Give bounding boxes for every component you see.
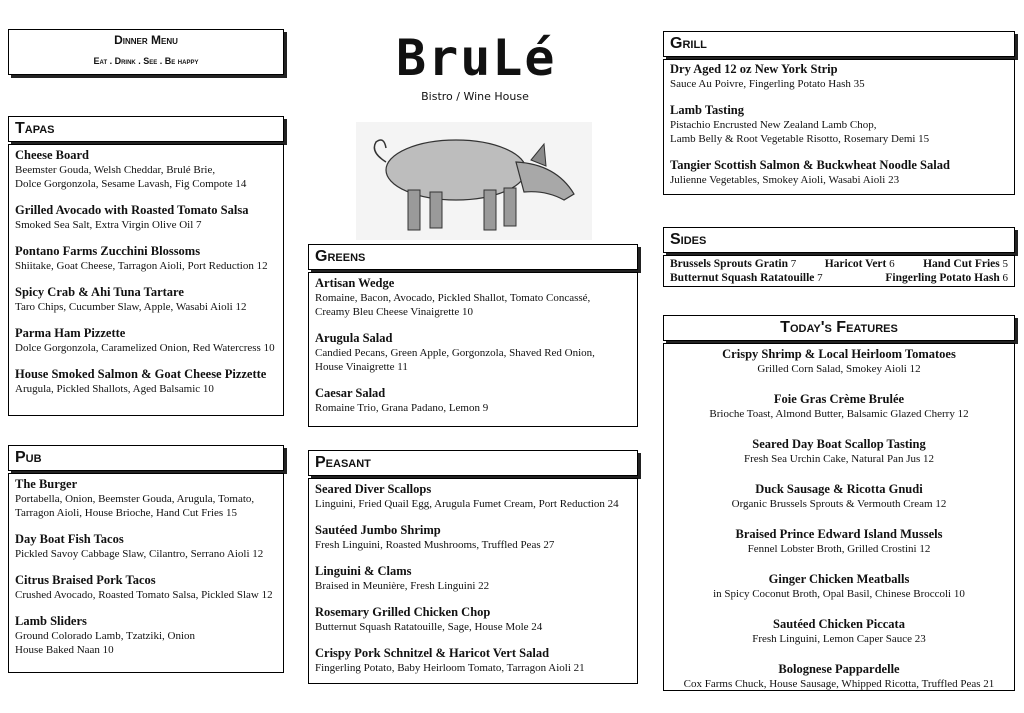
side-name: Hand Cut Fries [923, 258, 1000, 270]
item-name: Dry Aged 12 oz New York Strip [670, 62, 838, 76]
item-desc: Fresh Linguini, Roasted Mushrooms, Truffled Peas 27 [315, 539, 555, 551]
item-name: Bolognese Pappardelle [778, 662, 900, 676]
side-price: 7 [817, 272, 823, 284]
menu-item [315, 523, 631, 552]
menu-item [15, 614, 277, 657]
menu-item [15, 244, 277, 273]
item-desc: Organic Brussels Sprouts & Vermouth Cream 12 [731, 498, 947, 510]
menu-item [15, 326, 277, 355]
item-desc: Romaine, Bacon, Avocado, Pickled Shallot, Tomato Concassé, [315, 292, 591, 304]
item-desc: Pickled Savoy Cabbage Slaw, Cilantro, Serrano Aioli 12 [15, 548, 264, 560]
item-desc: Lamb Belly & Root Vegetable Risotto, Rosemary Demi 15 [670, 133, 930, 145]
item-name: Seared Diver Scallops [315, 482, 432, 496]
item-name: Artisan Wedge [315, 276, 395, 290]
item-name: Pontano Farms Zucchini Blossoms [15, 244, 201, 258]
item-desc: Romaine Trio, Grana Padano, Lemon 9 [315, 402, 489, 414]
item-desc: Creamy Bleu Cheese Vinaigrette 10 [315, 306, 473, 318]
item-desc: Smoked Sea Salt, Extra Virgin Olive Oil 7 [15, 219, 202, 231]
menu-item [15, 367, 277, 396]
menu-item [315, 276, 631, 319]
item-desc: Candied Pecans, Green Apple, Gorgonzola, Shaved Red Onion, [315, 347, 595, 359]
item-name: Ginger Chicken Meatballs [768, 572, 910, 586]
item-desc: House Baked Naan 10 [15, 644, 114, 656]
item-desc: Beemster Gouda, Welsh Cheddar, Brulé Brie, [15, 164, 216, 176]
item-name: Rosemary Grilled Chicken Chop [315, 605, 491, 619]
side-name: Brussels Sprouts Gratin [670, 258, 789, 270]
item-name: House Smoked Salmon & Goat Cheese Pizzette [15, 367, 267, 381]
features-section-title: Today's Features [663, 315, 1015, 341]
item-name: Spicy Crab & Ahi Tuna Tartare [15, 285, 184, 299]
item-name: The Burger [15, 477, 78, 491]
item-name: Crispy Pork Schnitzel & Haricot Vert Salad [315, 646, 550, 660]
grill-section-title: Grill [663, 31, 1015, 57]
item-desc: Brioche Toast, Almond Butter, Balsamic Glazed Cherry 12 [709, 408, 969, 420]
sides-row [670, 257, 1008, 271]
greens-section [308, 272, 638, 427]
greens-section-title: Greens [308, 244, 638, 270]
menu-item [668, 437, 1010, 466]
item-desc: Linguini, Fried Quail Egg, Arugula Fumet Cream, Port Reduction 24 [315, 498, 619, 510]
menu-tagline: Eat . Drink . See . Be happy [93, 56, 199, 66]
item-desc: Shiitake, Goat Cheese, Tarragon Aioli, Port Reduction 12 [15, 260, 268, 272]
menu-title: Dinner Menu [114, 33, 178, 47]
item-name: Cheese Board [15, 148, 89, 162]
peasant-section-title: Peasant [308, 450, 638, 476]
pig-illustration [356, 122, 592, 240]
menu-item [668, 347, 1010, 376]
item-desc: Fresh Sea Urchin Cake, Natural Pan Jus 12 [743, 453, 935, 465]
sides-section [663, 255, 1015, 287]
item-name: Tangier Scottish Salmon & Buckwheat Noodle Salad [670, 158, 950, 172]
menu-item [668, 617, 1010, 646]
side-name: Butternut Squash Ratatouille [670, 272, 815, 284]
side-item [670, 271, 823, 285]
side-name: Haricot Vert [824, 258, 887, 270]
side-item [670, 257, 796, 271]
item-desc: Fennel Lobster Broth, Grilled Crostini 12 [747, 543, 931, 555]
item-desc: Sauce Au Poivre, Fingerling Potato Hash 35 [670, 78, 865, 90]
menu-item [668, 392, 1010, 421]
side-item [885, 271, 1008, 285]
menu-item [15, 532, 277, 561]
item-desc: House Vinaigrette 11 [315, 361, 408, 373]
peasant-section [308, 478, 638, 684]
item-name: Day Boat Fish Tacos [15, 532, 124, 546]
item-name: Sautéed Chicken Piccata [773, 617, 905, 631]
tapas-section-title: Tapas [8, 116, 284, 142]
tapas-section [8, 144, 284, 416]
menu-item [315, 564, 631, 593]
sides-section-title: Sides [663, 227, 1015, 253]
brand-logo: BruLé [396, 29, 557, 87]
item-desc: Dolce Gorgonzola, Sesame Lavash, Fig Compote 14 [15, 178, 247, 190]
item-name: Lamb Tasting [670, 103, 744, 117]
menu-item [15, 285, 277, 314]
item-desc: Crushed Avocado, Roasted Tomato Salsa, Pickled Slaw 12 [15, 589, 273, 601]
sides-row [670, 271, 1008, 285]
menu-item [15, 573, 277, 602]
item-name: Crispy Shrimp & Local Heirloom Tomatoes [722, 347, 956, 361]
item-name: Seared Day Boat Scallop Tasting [752, 437, 926, 451]
brand-subtitle: Bistro / Wine House [421, 90, 529, 103]
menu-item [15, 477, 277, 520]
item-name: Sautéed Jumbo Shrimp [315, 523, 441, 537]
item-desc: Ground Colorado Lamb, Tzatziki, Onion [15, 630, 196, 642]
item-name: Foie Gras Crème Brulée [773, 392, 905, 406]
side-price: 5 [1002, 258, 1008, 270]
menu-item [315, 646, 631, 675]
features-section [663, 343, 1015, 691]
menu-item [670, 158, 1008, 187]
side-name: Fingerling Potato Hash [885, 272, 1000, 284]
item-name: Linguini & Clams [315, 564, 412, 578]
item-name: Braised Prince Edward Island Mussels [735, 527, 943, 541]
menu-item [668, 482, 1010, 511]
side-item [923, 257, 1008, 271]
menu-item [668, 572, 1010, 601]
item-name: Parma Ham Pizzette [15, 326, 126, 340]
item-desc: Arugula, Pickled Shallots, Aged Balsamic 10 [15, 383, 214, 395]
item-desc: Dolce Gorgonzola, Caramelized Onion, Red Watercress 10 [15, 342, 275, 354]
item-name: Lamb Sliders [15, 614, 87, 628]
item-name: Caesar Salad [315, 386, 386, 400]
item-name: Arugula Salad [315, 331, 393, 345]
dinner-menu-header [8, 29, 284, 75]
menu-item [315, 331, 631, 374]
menu-item [15, 203, 277, 232]
menu-item [315, 482, 631, 511]
item-desc: Tarragon Aioli, House Brioche, Hand Cut Fries 15 [15, 507, 237, 519]
item-desc: Portabella, Onion, Beemster Gouda, Arugula, Tomato, [15, 493, 255, 505]
item-desc: Fresh Linguini, Lemon Caper Sauce 23 [752, 633, 926, 645]
item-desc: Julienne Vegetables, Smokey Aioli, Wasabi Aioli 23 [670, 174, 900, 186]
item-desc: Cox Farms Chuck, House Sausage, Whipped Ricotta, Truffled Peas 21 [683, 678, 995, 690]
menu-item [315, 386, 631, 415]
item-desc: Braised in Meunière, Fresh Linguini 22 [315, 580, 490, 592]
side-price: 7 [790, 258, 797, 270]
grill-section [663, 59, 1015, 195]
menu-item [670, 62, 1008, 91]
side-item [825, 257, 895, 271]
menu-item [15, 148, 277, 191]
item-desc: Grilled Corn Salad, Smokey Aioli 12 [757, 363, 921, 375]
side-price: 6 [1002, 272, 1008, 284]
menu-item [315, 605, 631, 634]
item-name: Grilled Avocado with Roasted Tomato Salsa [15, 203, 249, 217]
pub-section-title: Pub [8, 445, 284, 471]
pub-section [8, 473, 284, 673]
menu-item [668, 527, 1010, 556]
item-desc: Taro Chips, Cucumber Slaw, Apple, Wasabi Aioli 12 [15, 301, 247, 313]
item-desc: Fingerling Potato, Baby Heirloom Tomato, Tarragon Aioli 21 [315, 662, 585, 674]
item-name: Duck Sausage & Ricotta Gnudi [755, 482, 923, 496]
item-desc: Pistachio Encrusted New Zealand Lamb Chop, [670, 119, 877, 131]
side-price: 6 [889, 258, 895, 270]
item-desc: in Spicy Coconut Broth, Opal Basil, Chinese Broccoli 10 [713, 588, 965, 600]
menu-item [670, 103, 1008, 146]
menu-item [668, 662, 1010, 691]
item-name: Citrus Braised Pork Tacos [15, 573, 156, 587]
item-desc: Butternut Squash Ratatouille, Sage, House Mole 24 [315, 621, 543, 633]
